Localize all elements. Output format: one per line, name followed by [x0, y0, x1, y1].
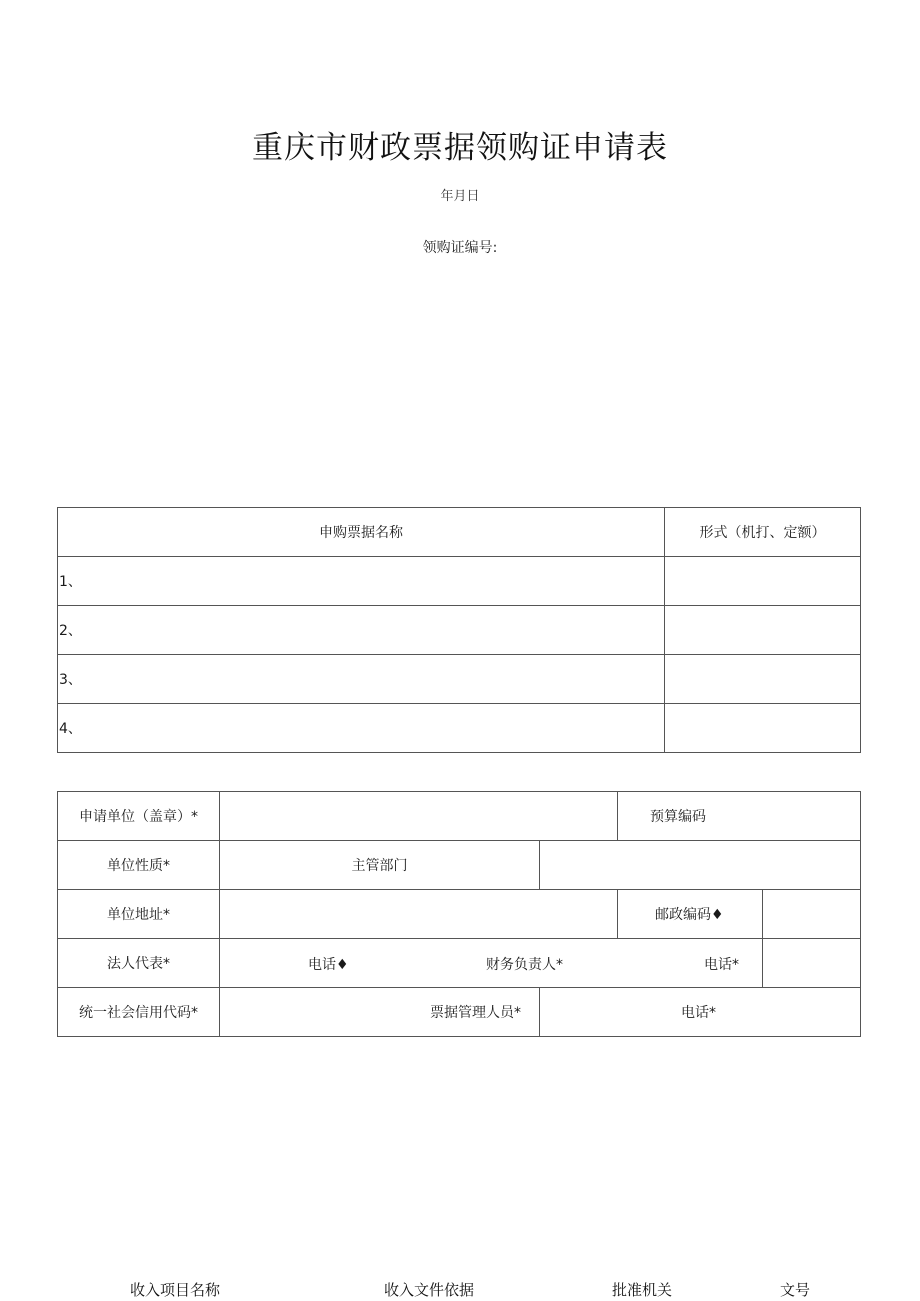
table-row	[58, 939, 861, 988]
budget-code-label: 预算编码	[618, 792, 861, 841]
table-row	[58, 606, 861, 655]
row-index: 2、	[59, 623, 82, 639]
date-label: 年月日	[440, 189, 480, 204]
income-item-name-label: 收入项目名称	[130, 1281, 221, 1299]
table-row	[58, 841, 861, 890]
row-index: 3、	[59, 672, 82, 688]
header-bill-name: 申购票据名称	[58, 508, 665, 557]
table-row	[58, 557, 861, 606]
bill-row-name[interactable]	[58, 606, 665, 655]
bill-row-form[interactable]	[665, 704, 861, 753]
unit-nature-label: 单位性质*	[58, 841, 220, 890]
row-index: 4、	[59, 721, 82, 737]
bill-row-form[interactable]	[665, 655, 861, 704]
finance-head-label: 财务负责人*	[486, 957, 563, 973]
table-row	[58, 655, 861, 704]
bill-row-form[interactable]	[665, 557, 861, 606]
doc-number-label: 文号	[780, 1281, 811, 1299]
unit-address-label: 单位地址*	[58, 890, 220, 939]
supervisor-dept-field[interactable]	[540, 841, 861, 890]
legal-rep-contact-cell[interactable]	[220, 939, 763, 988]
page-title: 重庆市财政票据领购证申请表	[252, 130, 668, 166]
credit-code-label: 统一社会信用代码*	[58, 988, 220, 1037]
postal-code-label: 邮政编码♦	[618, 890, 763, 939]
table-row	[58, 792, 861, 841]
bill-table-header	[58, 508, 861, 557]
header-bill-form: 形式（机打、定额）	[665, 508, 861, 557]
legal-rep-label: 法人代表*	[58, 939, 220, 988]
applicant-unit-field[interactable]	[220, 792, 618, 841]
bill-row-form[interactable]	[665, 606, 861, 655]
approval-authority-label: 批准机关	[612, 1281, 673, 1299]
table-row	[58, 988, 861, 1037]
table-row	[58, 704, 861, 753]
bill-manager-label: 票据管理人员*	[220, 988, 540, 1037]
applicant-unit-label: 申请单位（盖章）*	[58, 792, 220, 841]
postal-code-field[interactable]	[763, 890, 861, 939]
bill-row-name[interactable]	[58, 704, 665, 753]
phone-star-label: 电话*	[704, 957, 739, 973]
income-file-basis-label: 收入文件依据	[384, 1281, 475, 1299]
supervisor-dept-label: 主管部门	[220, 841, 540, 890]
bill-row-name[interactable]	[58, 655, 665, 704]
bill-manager-phone-label: 电话*	[540, 988, 861, 1037]
bill-row-name[interactable]	[58, 557, 665, 606]
phone-field[interactable]	[763, 939, 861, 988]
cert-number	[0, 237, 920, 257]
row-index: 1、	[59, 574, 82, 590]
phone-diamond-label: 电话♦	[308, 957, 349, 973]
unit-info-table	[57, 791, 861, 1037]
cert-number-label: 领购证编号:	[422, 240, 498, 256]
bill-table	[57, 507, 861, 753]
table-row	[58, 890, 861, 939]
unit-address-field[interactable]	[220, 890, 618, 939]
